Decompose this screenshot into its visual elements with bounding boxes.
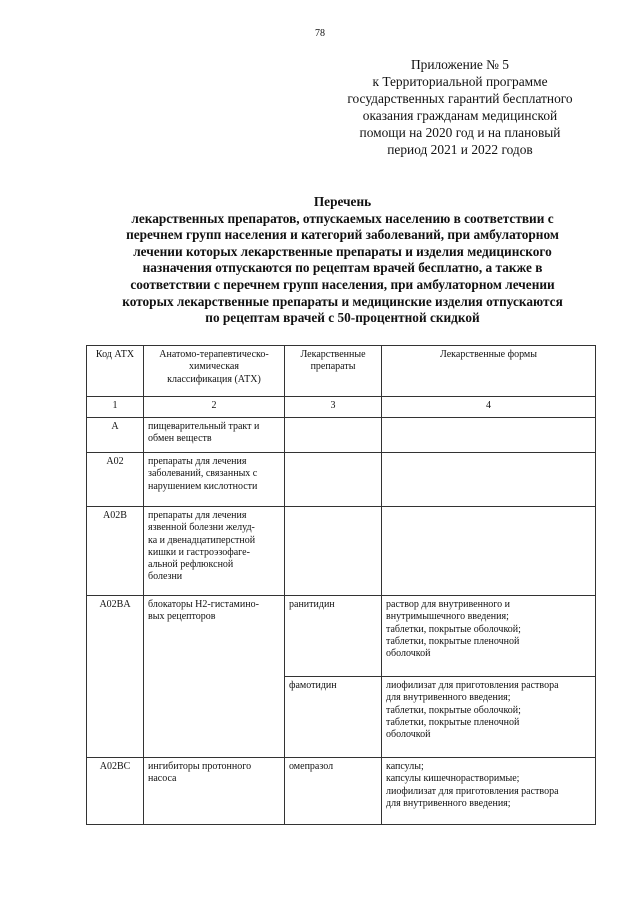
atc-code: A02	[87, 453, 144, 507]
page-number: 78	[315, 28, 325, 39]
dosage-forms: раствор для внутривенного и внутримышечного введения; таблетки, покрытые оболочкой; таблетки, покрытые пленочной оболочкой	[382, 596, 596, 677]
appendix-header	[325, 56, 595, 158]
title-line: по рецептам врачей с 50-процентной скидкой	[205, 310, 480, 326]
title-line: назначения отпускаются по рецептам врачей бесплатно, а также в	[142, 260, 543, 276]
appendix-line: к Территориальной программе	[372, 74, 548, 89]
dosage-forms	[382, 507, 596, 596]
atc-classification: пищеварительный тракт и обмен веществ	[144, 418, 285, 453]
dosage-forms: лиофилизат для приготовления раствора для внутривенного введения; таблетки, покрытые оболочкой; таблетки, покрытые пленочной оболочкой	[382, 677, 596, 758]
atc-classification: препараты для лечения заболеваний, связанных с нарушением кислотности	[144, 453, 285, 507]
column-number: 4	[382, 397, 596, 418]
appendix-line: государственных гарантий бесплатного	[347, 91, 573, 106]
table-row	[87, 596, 596, 677]
table-row	[87, 453, 596, 507]
table-row	[87, 418, 596, 453]
drug-name	[285, 453, 382, 507]
atc-classification: препараты для лечения язвенной болезни желуд- ка и двенадцатиперстной кишки и гастроэзофаге- альной рефлюксной болезни	[144, 507, 285, 596]
column-numbers-row	[87, 397, 596, 418]
title-line: которых лекарственные препараты и медицинские изделия отпускаются	[122, 293, 563, 309]
atc-code: A02BC	[87, 758, 144, 825]
appendix-line: Приложение № 5	[410, 57, 510, 72]
drug-name	[285, 507, 382, 596]
drug-name: фамотидин	[285, 677, 382, 758]
header-code: Код АТХ	[87, 346, 144, 397]
appendix-line: оказания гражданам медицинской	[362, 108, 558, 123]
dosage-forms	[382, 453, 596, 507]
atc-code: A	[87, 418, 144, 453]
title-line: Перечень	[313, 194, 372, 209]
appendix-line: помощи на 2020 год и на плановый	[359, 125, 561, 140]
appendix-line: период 2021 и 2022 годов	[387, 142, 533, 157]
atc-classification: блокаторы Н2-гистамино- вых рецепторов	[144, 596, 285, 758]
table-row	[87, 758, 596, 825]
document-title	[60, 194, 625, 327]
table-header-row	[87, 346, 596, 397]
column-number: 3	[285, 397, 382, 418]
title-line: перечнем групп населения и категорий заболеваний, при амбулаторном	[126, 227, 559, 243]
atc-classification: ингибиторы протонного насоса	[144, 758, 285, 825]
atc-code: A02BA	[87, 596, 144, 758]
header-drugs: Лекарственные препараты	[285, 346, 382, 397]
drug-name: ранитидин	[285, 596, 382, 677]
atc-code: A02B	[87, 507, 144, 596]
table-row	[87, 507, 596, 596]
drug-name: омепразол	[285, 758, 382, 825]
dosage-forms: капсулы; капсулы кишечнорастворимые; лиофилизат для приготовления раствора для внутривенного введения;	[382, 758, 596, 825]
header-forms: Лекарственные формы	[382, 346, 596, 397]
drug-name	[285, 418, 382, 453]
header-classification: Анатомо-терапевтическо- химическая классификация (АТХ)	[144, 346, 285, 397]
drug-list-table	[86, 345, 596, 825]
title-line: лекарственных препаратов, отпускаемых населению в соответствии с	[131, 210, 554, 226]
title-line: лечении которых лекарственные препараты и изделия медицинского	[133, 243, 552, 259]
dosage-forms	[382, 418, 596, 453]
column-number: 1	[87, 397, 144, 418]
column-number: 2	[144, 397, 285, 418]
title-line: соответствии с перечнем групп населения, при амбулаторном лечении	[130, 276, 555, 292]
